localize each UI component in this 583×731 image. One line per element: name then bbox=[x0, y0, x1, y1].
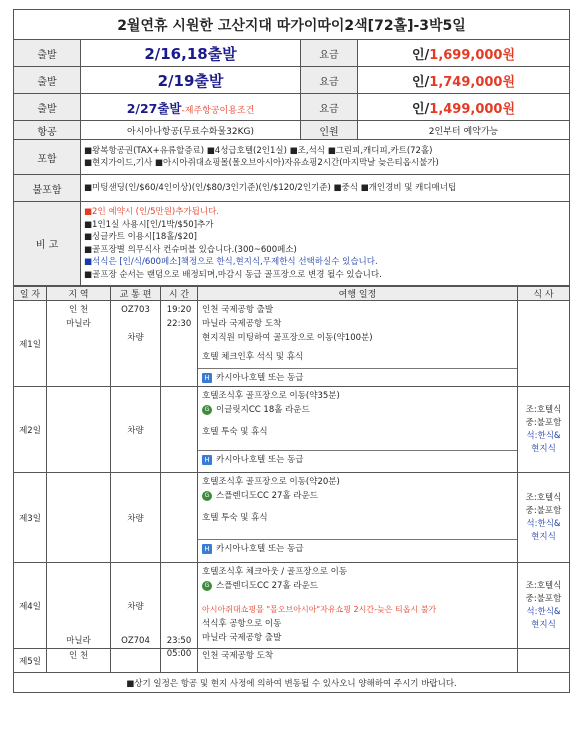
day-transport bbox=[111, 649, 161, 673]
day-region bbox=[47, 473, 111, 563]
remark-line: ■골프장 순서는 랜덤으로 배정되며,마감시 동급 골프장으로 변경 될수 있습니다. bbox=[84, 269, 382, 280]
excluded-text: ■미팅샌딩(인/$60/4인이상)(인/$80/3인기준)(인/$120/2인기준) ■중식 ■개인경비 및 캐디매너팁 bbox=[81, 175, 570, 202]
departure-date: 2/27출발-제주항공이용조건 bbox=[81, 94, 301, 121]
price-value: 인/1,499,000원 bbox=[358, 94, 570, 121]
price-value: 인/1,749,000원 bbox=[358, 67, 570, 94]
day-transport: OZ703 차량 bbox=[111, 301, 161, 387]
departure-label: 출발 bbox=[14, 67, 81, 94]
price-value: 인/1,699,000원 bbox=[358, 40, 570, 67]
day-schedule: 호텔조식후 골프장으로 이동(약35분) G 이글릿지CC 18홀 라운드 호텔 투숙 및 휴식 H 카시아나호텔 또는 동급 bbox=[198, 387, 518, 473]
day-label: 제4일 bbox=[14, 563, 47, 649]
remark-line: ■2인 예약시 (인/5만원)추가됩니다. bbox=[84, 207, 219, 217]
included-label: 포함 bbox=[14, 140, 81, 175]
day-transport: 차량 OZ704 bbox=[111, 563, 161, 649]
itinerary-day bbox=[14, 563, 570, 649]
departure-row bbox=[14, 94, 570, 121]
col-meals: 식 사 bbox=[518, 287, 570, 301]
departure-date: 2/19출발 bbox=[81, 67, 301, 94]
day-label: 제1일 bbox=[14, 301, 47, 387]
hotel-icon: H bbox=[202, 544, 212, 554]
day-time: 19:20 22:30 bbox=[161, 301, 198, 387]
col-time: 시 간 bbox=[161, 287, 198, 301]
col-schedule: 여행 일정 bbox=[198, 287, 518, 301]
itinerary-day bbox=[14, 301, 570, 387]
golf-icon: G bbox=[202, 581, 212, 591]
excluded-row bbox=[14, 175, 570, 202]
remark-line: ■싱글카트 이용시[18홀/$20] bbox=[84, 232, 197, 242]
itinerary-day bbox=[14, 649, 570, 673]
day-time bbox=[161, 473, 198, 563]
fee-label: 요금 bbox=[301, 40, 358, 67]
itinerary-table bbox=[13, 286, 570, 693]
day-time: 05:00 bbox=[161, 649, 198, 673]
day-region: 인 천 마닐라 bbox=[47, 301, 111, 387]
itinerary-header bbox=[14, 287, 570, 301]
day-schedule: 호텔조식후 체크아웃 / 골프장으로 이동 G 스플렌디도CC 27홀 라운드 아시아쥐대쇼핑몰 "몰오브아시아"자유쇼핑 2시간-늦은 티옵시 불가 석식후 공항으로 이동 마닐라 국제공항 출발 bbox=[198, 563, 518, 649]
day-schedule: 인천 국제공항 도착 bbox=[198, 649, 518, 673]
day-region bbox=[47, 387, 111, 473]
remark-line: ■골프장별 의무식사 컨슈머블 있습니다.(300~600페소) bbox=[84, 244, 297, 255]
airline-label: 항공 bbox=[14, 121, 81, 140]
airline-value: 아시아나항공(무료수화물32KG) bbox=[81, 121, 301, 140]
day-label: 제3일 bbox=[14, 473, 47, 563]
remarks-text bbox=[81, 202, 570, 286]
summary-table bbox=[13, 9, 570, 286]
day-schedule: 인천 국제공항 출발 마닐라 국제공항 도착 현지직원 미팅하여 골프장으로 이동(약100분) 호텔 체크인후 석식 및 휴식 H 카시아나호텔 또는 동급 bbox=[198, 301, 518, 387]
min-value: 2인부터 예약가능 bbox=[358, 121, 570, 140]
day-meals bbox=[518, 649, 570, 673]
golf-icon: G bbox=[202, 405, 212, 415]
day-region: 마닐라 bbox=[47, 563, 111, 649]
col-transport: 교 통 편 bbox=[111, 287, 161, 301]
day-region: 인 천 bbox=[47, 649, 111, 673]
col-region: 지 역 bbox=[47, 287, 111, 301]
day-meals: 조:호텔식 중:불포함 석:한식& 현지식 bbox=[518, 387, 570, 473]
included-row bbox=[14, 140, 570, 175]
day-meals bbox=[518, 301, 570, 387]
fee-label: 요금 bbox=[301, 67, 358, 94]
departure-row bbox=[14, 40, 570, 67]
golf-icon: G bbox=[202, 491, 212, 501]
footer-note: ■상기 일정은 항공 및 현지 사정에 의하여 변동될 수 있사오니 양해하여 주시기 바랍니다. bbox=[14, 673, 570, 693]
day-transport: 차량 bbox=[111, 387, 161, 473]
remark-line: ■석식은 [인/식/600페소]책정으로 한식,현지식,무제한식 선택하실수 있습니다. bbox=[84, 257, 378, 267]
remark-line: ■1인1실 사용시[인/1박/$50]추가 bbox=[84, 219, 214, 230]
departure-date: 2/16,18출발 bbox=[81, 40, 301, 67]
document-title: 2월연휴 시원한 고산지대 따가이따이2색[72홀]-3박5일 bbox=[14, 10, 570, 40]
hotel-icon: H bbox=[202, 373, 212, 383]
day-meals: 조:호텔식 중:불포함 석:한식& 현지식 bbox=[518, 473, 570, 563]
departure-label: 출발 bbox=[14, 40, 81, 67]
footer-row bbox=[14, 673, 570, 693]
day-meals: 조:호텔식 중:불포함 석:한식& 현지식 bbox=[518, 563, 570, 649]
day-label: 제5일 bbox=[14, 649, 47, 673]
day-transport: 차량 bbox=[111, 473, 161, 563]
day-time bbox=[161, 387, 198, 473]
departure-label: 출발 bbox=[14, 94, 81, 121]
day-schedule: 호텔조식후 골프장으로 이동(약20분) G 스플렌디도CC 27홀 라운드 호텔 투숙 및 휴식 H 카시아나호텔 또는 동급 bbox=[198, 473, 518, 563]
col-day: 일 자 bbox=[14, 287, 47, 301]
min-label: 인원 bbox=[301, 121, 358, 140]
remarks-label: 비 고 bbox=[14, 202, 81, 286]
day-time: 23:50 bbox=[161, 563, 198, 649]
fee-label: 요금 bbox=[301, 94, 358, 121]
itinerary-day bbox=[14, 473, 570, 563]
remarks-row bbox=[14, 202, 570, 286]
hotel-icon: H bbox=[202, 455, 212, 465]
itinerary-day bbox=[14, 387, 570, 473]
departure-row bbox=[14, 67, 570, 94]
tour-document bbox=[13, 9, 569, 693]
included-text: ■왕복항공권(TAX+유류할증료) ■4성급호텔(2인1실) ■조,석식 ■그린피,캐디피,카트(72홀) ■현지가이드,기사 ■아시아쥐대쇼핑몰(몰오브아시아)자유쇼핑2시간(마지막날 늦은티옵시불가) bbox=[81, 140, 570, 175]
excluded-label: 불포함 bbox=[14, 175, 81, 202]
day-label: 제2일 bbox=[14, 387, 47, 473]
airline-row bbox=[14, 121, 570, 140]
